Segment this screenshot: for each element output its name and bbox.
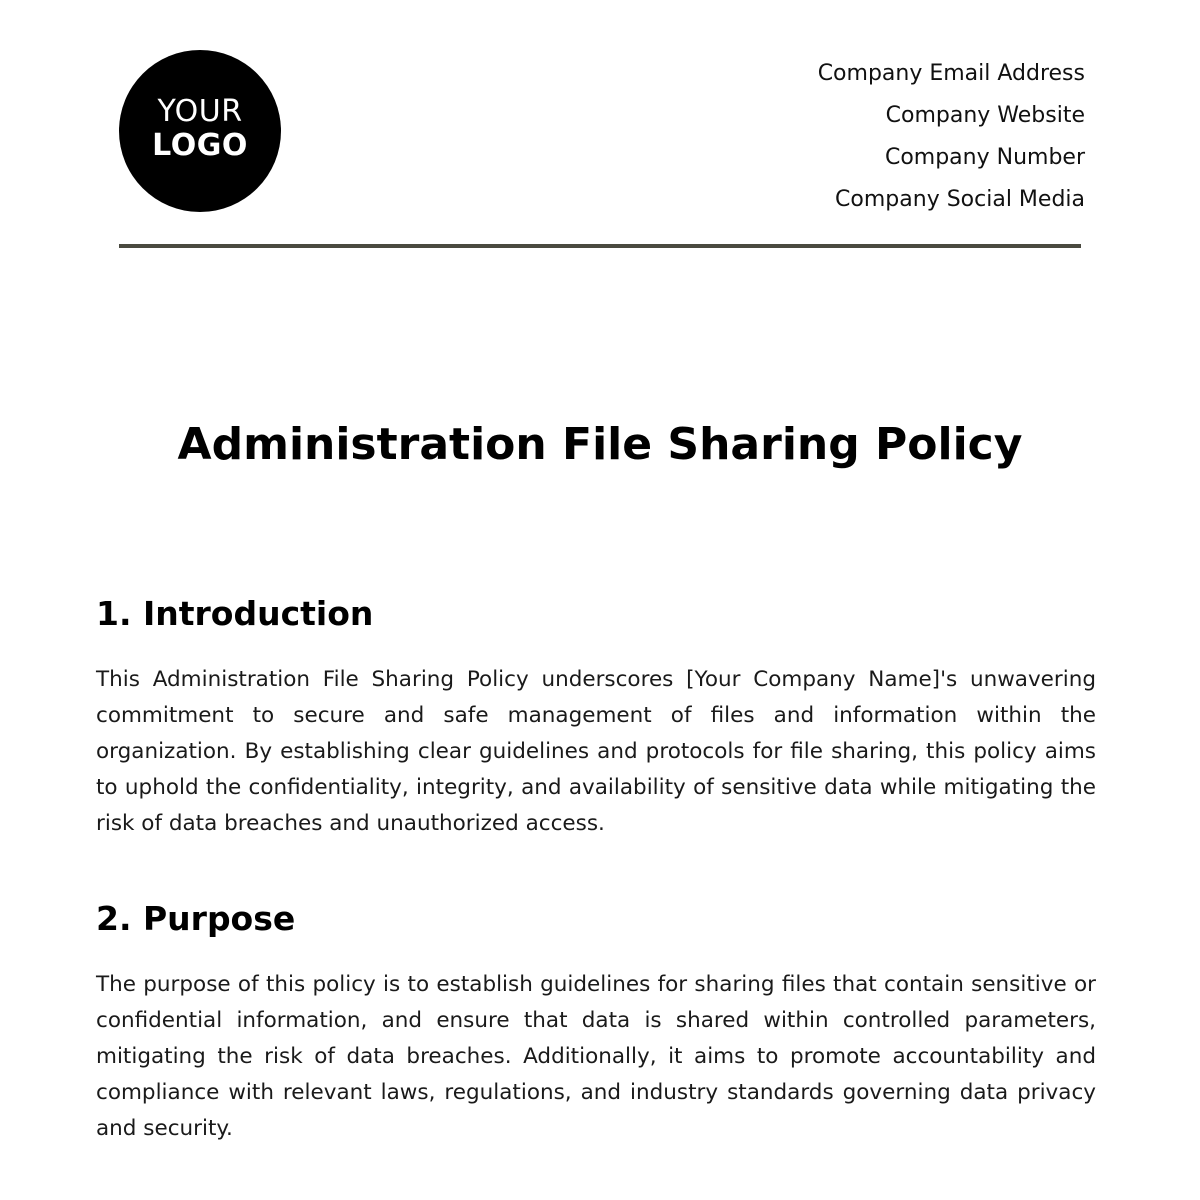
company-social-media: Company Social Media — [835, 187, 1085, 212]
section-heading-introduction: 1. Introduction — [96, 594, 374, 633]
section-purpose — [96, 899, 1096, 1147]
header-divider — [119, 244, 1081, 248]
company-logo — [119, 50, 281, 212]
section-heading-purpose: 2. Purpose — [96, 899, 296, 938]
company-email: Company Email Address — [817, 61, 1085, 86]
company-number: Company Number — [884, 145, 1085, 170]
section-body-purpose: The purpose of this policy is to establish guidelines for sharing files that contain sensitive or confidential information, and ensure that data is shared within controlled parameters, mitigating the risk of data breaches. Additionally, it aims to promote accountability and compliance with relevant laws, regulations, and industry standards governing data privacy and security. — [96, 972, 1096, 1141]
logo-text-your: YOUR — [157, 94, 243, 129]
section-body-introduction: This Administration File Sharing Policy underscores [Your Company Name]'s unwavering commitment to secure and safe management of files and information within the organization. By establishing clear guidelines and protocols for file sharing, this policy aims to uphold the confidentiality, integrity, and availability of sensitive data while mitigating the risk of data breaches and unauthorized access. — [96, 667, 1096, 836]
company-contact-block — [818, 53, 1085, 221]
document-title: Administration File Sharing Policy — [177, 419, 1023, 470]
logo-text-logo: LOGO — [152, 128, 248, 163]
section-introduction — [96, 594, 1096, 842]
company-website: Company Website — [885, 103, 1085, 128]
